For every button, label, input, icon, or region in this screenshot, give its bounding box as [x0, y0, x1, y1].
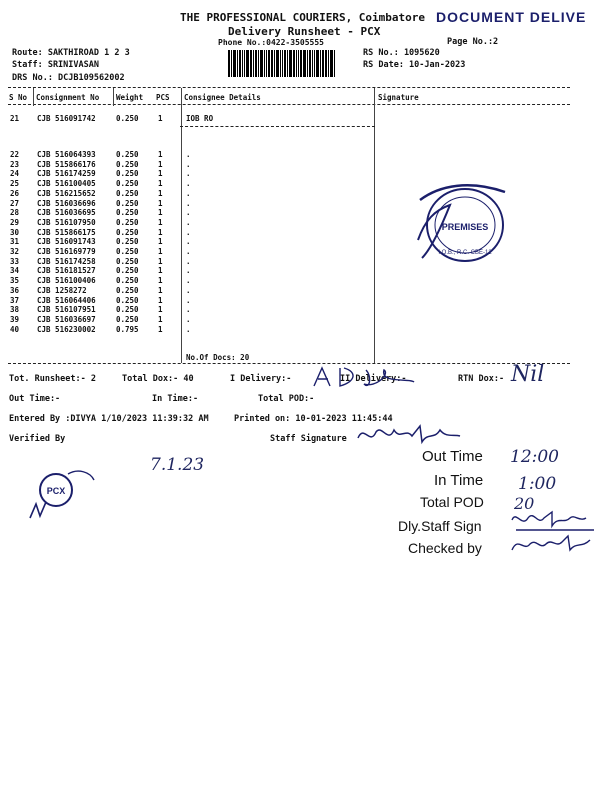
- cell-consignee: .: [186, 208, 191, 218]
- document-delivery-stamp: DOCUMENT DELIVE: [436, 9, 587, 25]
- table-header-rule: [8, 104, 570, 105]
- cell-sno: 29: [10, 217, 20, 227]
- cell-pcs: 1: [158, 217, 163, 227]
- table-row: [0, 276, 600, 286]
- cell-consignee: .: [186, 247, 191, 256]
- cell-pcs: 1: [158, 179, 163, 189]
- total-runsheet: Tot. Runsheet:- 2: [9, 374, 96, 384]
- checked-by-label: Checked by: [408, 540, 482, 556]
- delivery-staff-signature: [508, 508, 600, 534]
- in-time-field: In Time:-: [152, 394, 199, 404]
- cell-consignment: CJB 516169779: [37, 247, 96, 256]
- row-separator: [180, 126, 375, 127]
- staff-signature: [354, 422, 464, 448]
- cell-weight: 0.250: [116, 159, 139, 169]
- cell-pcs: 1: [158, 295, 163, 305]
- cell-consignee: .: [186, 305, 191, 315]
- cell-pcs: 1: [158, 188, 163, 198]
- cell-consignee: IOB RO: [186, 114, 214, 123]
- cell-pcs: 1: [158, 256, 163, 266]
- cell-consignment: CJB 516064393: [37, 150, 96, 159]
- cell-consignment: CJB 516100405: [37, 179, 96, 189]
- table-row: [0, 286, 600, 296]
- table-bottom-rule: [8, 363, 570, 364]
- pcx-stamp: [28, 466, 100, 526]
- cell-sno: 23: [10, 159, 20, 169]
- cell-consignee: .: [186, 266, 191, 276]
- iob-round-stamp: [410, 180, 520, 270]
- barcode: [228, 50, 358, 77]
- number-of-docs: No.Of Docs: 20: [186, 353, 250, 362]
- company-name: THE PROFESSIONAL COURIERS, Coimbatore: [180, 11, 426, 24]
- cell-consignee: .: [186, 227, 191, 237]
- cell-sno: 32: [10, 247, 20, 256]
- out-time-label: Out Time: [422, 448, 483, 465]
- cell-consignee: .: [186, 188, 191, 198]
- table-row: [0, 325, 600, 335]
- in-time-value: 1:00: [518, 474, 557, 494]
- table-row: [0, 296, 600, 306]
- cell-consignment: CJB 516174259: [37, 169, 96, 179]
- cell-consignee: .: [186, 179, 191, 189]
- cell-weight: 0.250: [116, 217, 139, 227]
- cell-weight: 0.250: [116, 247, 139, 256]
- cell-sno: 34: [10, 266, 20, 276]
- cell-weight: 0.250: [116, 208, 139, 218]
- cell-consignment: CJB 516091742: [37, 114, 96, 123]
- cell-consignment: CJB 516091743: [37, 237, 96, 247]
- cell-sno: 21: [10, 114, 20, 123]
- table-top-rule: [8, 87, 570, 88]
- cell-weight: 0.250: [116, 314, 139, 324]
- verified-by: Verified By: [9, 434, 66, 444]
- cell-consignment: CJB 516107950: [37, 217, 96, 227]
- printed-on: Printed on: 10-01-2023 11:45:44: [234, 414, 393, 424]
- cell-pcs: 1: [158, 266, 163, 276]
- stamp-bottom-text: I.O.B., R.C. CBE-12: [438, 250, 492, 256]
- cell-weight: 0.250: [116, 256, 139, 266]
- cell-pcs: 1: [158, 314, 163, 324]
- cell-sno: 28: [10, 208, 20, 218]
- header-consignee: Consignee Details: [184, 93, 261, 102]
- cell-consignee: .: [186, 256, 191, 266]
- header-weight: Weight: [116, 93, 144, 102]
- cell-pcs: 1: [158, 198, 163, 208]
- cell-consignment: CJB 1258272: [37, 285, 87, 295]
- staff-signature-label: Staff Signature: [270, 434, 347, 444]
- cell-consignment: CJB 516036697: [37, 314, 96, 324]
- cell-consignee: .: [186, 169, 191, 179]
- cell-weight: 0.250: [116, 276, 139, 286]
- cell-sno: 40: [10, 324, 20, 334]
- cell-sno: 25: [10, 179, 20, 189]
- cell-consignee: .: [186, 198, 191, 208]
- cell-sno: 30: [10, 227, 20, 237]
- total-dox: Total Dox:- 40: [122, 374, 194, 384]
- table-row: [0, 150, 600, 160]
- header-signature: Signature: [378, 93, 419, 102]
- staff-name: Staff: SRINIVASAN: [12, 60, 99, 70]
- table-row: [0, 169, 600, 179]
- cell-weight: 0.250: [116, 305, 139, 315]
- rtn-dox: RTN Dox:-: [458, 374, 505, 384]
- cell-weight: 0.250: [116, 198, 139, 208]
- cell-consignee: .: [186, 159, 191, 169]
- cell-consignee: .: [186, 295, 191, 305]
- out-time-value: 12:00: [510, 447, 559, 467]
- route: Route: SAKTHIROAD 1 2 3: [12, 48, 130, 58]
- cell-consignment: CJB 516215652: [37, 188, 96, 198]
- cell-pcs: 1: [158, 159, 163, 169]
- delivery-staff-sign-label: Dly.Staff Sign: [398, 518, 482, 534]
- cell-weight: 0.250: [116, 237, 139, 247]
- first-delivery: I Delivery:-: [230, 374, 292, 384]
- cell-sno: 35: [10, 276, 20, 286]
- in-time-label: In Time: [434, 472, 484, 489]
- cell-sno: 33: [10, 256, 20, 266]
- cell-sno: 31: [10, 237, 20, 247]
- second-delivery: II Delivery:-: [340, 374, 407, 384]
- cell-weight: 0.250: [116, 266, 139, 276]
- cell-sno: 38: [10, 305, 20, 315]
- cell-weight: 0.250: [116, 179, 139, 189]
- out-time-field: Out Time:-: [9, 394, 61, 404]
- page-number: Page No.:2: [447, 37, 499, 47]
- cell-consignment: CJB 516181527: [37, 266, 96, 276]
- cell-weight: 0.250: [116, 285, 139, 295]
- header-pcs: PCS: [156, 93, 170, 102]
- table-row: [0, 160, 600, 170]
- cell-consignment: CJB 516174258: [37, 256, 96, 266]
- cell-pcs: 1: [158, 150, 163, 159]
- cell-weight: 0.250: [116, 150, 139, 159]
- cell-pcs: 1: [158, 227, 163, 237]
- cell-consignee: .: [186, 150, 191, 159]
- cell-sno: 36: [10, 285, 20, 295]
- cell-pcs: 1: [158, 169, 163, 179]
- phone-number: Phone No.:0422-3505555: [218, 38, 324, 47]
- rs-number: RS No.: 1095620: [363, 48, 440, 58]
- cell-consignee: .: [186, 237, 191, 247]
- rs-date: RS Date: 10-Jan-2023: [363, 60, 466, 70]
- table-row: [0, 114, 600, 124]
- cell-consignee: .: [186, 276, 191, 286]
- cell-consignee: .: [186, 324, 191, 334]
- cell-weight: 0.250: [116, 295, 139, 305]
- cell-consignee: .: [186, 217, 191, 227]
- cell-weight: 0.795: [116, 324, 139, 334]
- entered-by: Entered By :DIVYA 1/10/2023 11:39:32 AM: [9, 414, 209, 424]
- cell-consignee: .: [186, 314, 191, 324]
- cell-consignment: CJB 516064406: [37, 295, 96, 305]
- rtn-dox-nil: Nil: [511, 362, 545, 387]
- cell-pcs: 1: [158, 114, 163, 123]
- cell-sno: 22: [10, 150, 20, 159]
- cell-pcs: 1: [158, 247, 163, 256]
- cell-pcs: 1: [158, 324, 163, 334]
- cell-sno: 24: [10, 169, 20, 179]
- cell-consignee: .: [186, 285, 191, 295]
- cell-weight: 0.250: [116, 169, 139, 179]
- table-row: [0, 305, 600, 315]
- cell-consignment: CJB 515866176: [37, 159, 96, 169]
- cell-pcs: 1: [158, 285, 163, 295]
- cell-consignment: CJB 516230002: [37, 324, 96, 334]
- cell-sno: 26: [10, 188, 20, 198]
- cell-weight: 0.250: [116, 188, 139, 198]
- table-header-row: [0, 93, 600, 103]
- header-consignment: Consignment No: [36, 93, 100, 102]
- total-pod-field: Total POD:-: [258, 394, 315, 404]
- stamp-center-text: PREMISES: [441, 222, 489, 232]
- total-pod-label: Total POD: [420, 494, 484, 510]
- first-delivery-signature: [310, 364, 420, 392]
- cell-sno: 27: [10, 198, 20, 208]
- cell-pcs: 1: [158, 305, 163, 315]
- cell-sno: 37: [10, 295, 20, 305]
- cell-consignment: CJB 515866175: [37, 227, 96, 237]
- cell-consignment: CJB 516100406: [37, 276, 96, 286]
- document-title: Delivery Runsheet - PCX: [228, 25, 381, 38]
- handwritten-date: 7.1.23: [150, 455, 205, 475]
- cell-consignment: CJB 516036695: [37, 208, 96, 218]
- cell-weight: 0.250: [116, 114, 139, 123]
- table-row: [0, 315, 600, 325]
- drs-number: DRS No.: DCJB109562002: [12, 73, 125, 83]
- total-pod-value: 20: [514, 494, 535, 513]
- cell-weight: 0.250: [116, 227, 139, 237]
- cell-pcs: 1: [158, 237, 163, 247]
- cell-consignment: CJB 516107951: [37, 305, 96, 315]
- cell-pcs: 1: [158, 208, 163, 218]
- cell-consignment: CJB 516036696: [37, 198, 96, 208]
- cell-sno: 39: [10, 314, 20, 324]
- cell-pcs: 1: [158, 276, 163, 286]
- header-sno: S No: [9, 93, 28, 102]
- pcx-stamp-text: PCX: [46, 486, 66, 496]
- checked-by-signature: [508, 532, 598, 558]
